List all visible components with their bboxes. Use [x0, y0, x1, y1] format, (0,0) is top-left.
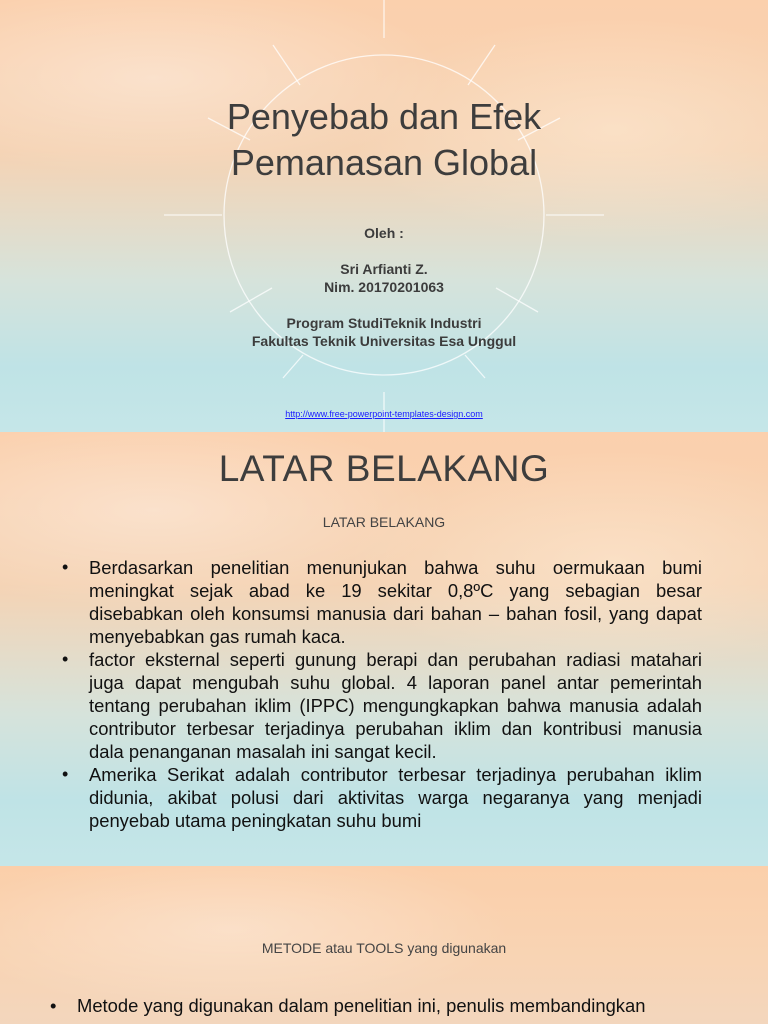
bullet-icon: •: [62, 649, 69, 669]
bullet-item: [62, 763, 702, 832]
method-slide: [0, 866, 768, 1024]
by-label: Oleh :: [364, 225, 404, 241]
bullet-list: [50, 994, 690, 1017]
program-name: Program StudiTeknik Industri: [286, 315, 482, 331]
bullet-icon: •: [62, 764, 69, 784]
template-link[interactable]: http://www.free-powerpoint-templates-design.com: [285, 409, 483, 419]
sunburst-decoration: [0, 0, 768, 432]
bullet-text: Metode yang digunakan dalam penelitian ini, penulis membandingkan: [77, 995, 646, 1016]
bullet-item: [62, 556, 702, 648]
bullet-list: [62, 556, 702, 832]
bullet-text: factor eksternal seperti gunung berapi dan perubahan radiasi matahari juga dapat mengubah suhu global. 4 laporan panel antar pemerintah tentang perubahan iklim (IPPC) mengungkapkan bahwa manusia adalah contributor terbesar terjadinya perubahan iklim dan kontribusi manusia dala penanganan masalah ini sangat kecil.: [89, 649, 702, 762]
bullet-item: [62, 648, 702, 763]
bullet-item: [50, 994, 690, 1017]
author-info: [0, 224, 768, 350]
faculty-name: Fakultas Teknik Universitas Esa Unggul: [251, 333, 517, 349]
slide-title: LATAR BELAKANG: [218, 448, 550, 489]
title-slide: [0, 0, 768, 432]
slide-subtitle: METODE atau TOOLS yang digunakan: [261, 940, 507, 956]
bullet-icon: •: [62, 557, 69, 577]
bullet-text: Amerika Serikat adalah contributor terbesar terjadinya perubahan iklim didunia, akibat polusi dari aktivitas warga negaranya yang menjadi penyebab utama peningkatan suhu bumi: [89, 764, 702, 831]
title-line-2: Pemanasan Global: [230, 142, 538, 183]
author-nim: Nim. 20170201063: [324, 279, 444, 295]
presentation-title: [0, 94, 768, 186]
background-slide: [0, 432, 768, 866]
slide-subtitle: LATAR BELAKANG: [322, 514, 446, 530]
bullet-text: Berdasarkan penelitian menunjukan bahwa suhu oermukaan bumi meningkat sejak abad ke 19 sekitar 0,8ºC yang sebagian besar disebabkan oleh konsumsi manusia dari bahan – bahan fosil, yang dapat menyebabkan gas rumah kaca.: [89, 557, 702, 647]
title-line-1: Penyebab dan Efek: [226, 96, 542, 137]
bullet-icon: •: [50, 995, 57, 1016]
author-name: Sri Arfianti Z.: [340, 261, 428, 277]
